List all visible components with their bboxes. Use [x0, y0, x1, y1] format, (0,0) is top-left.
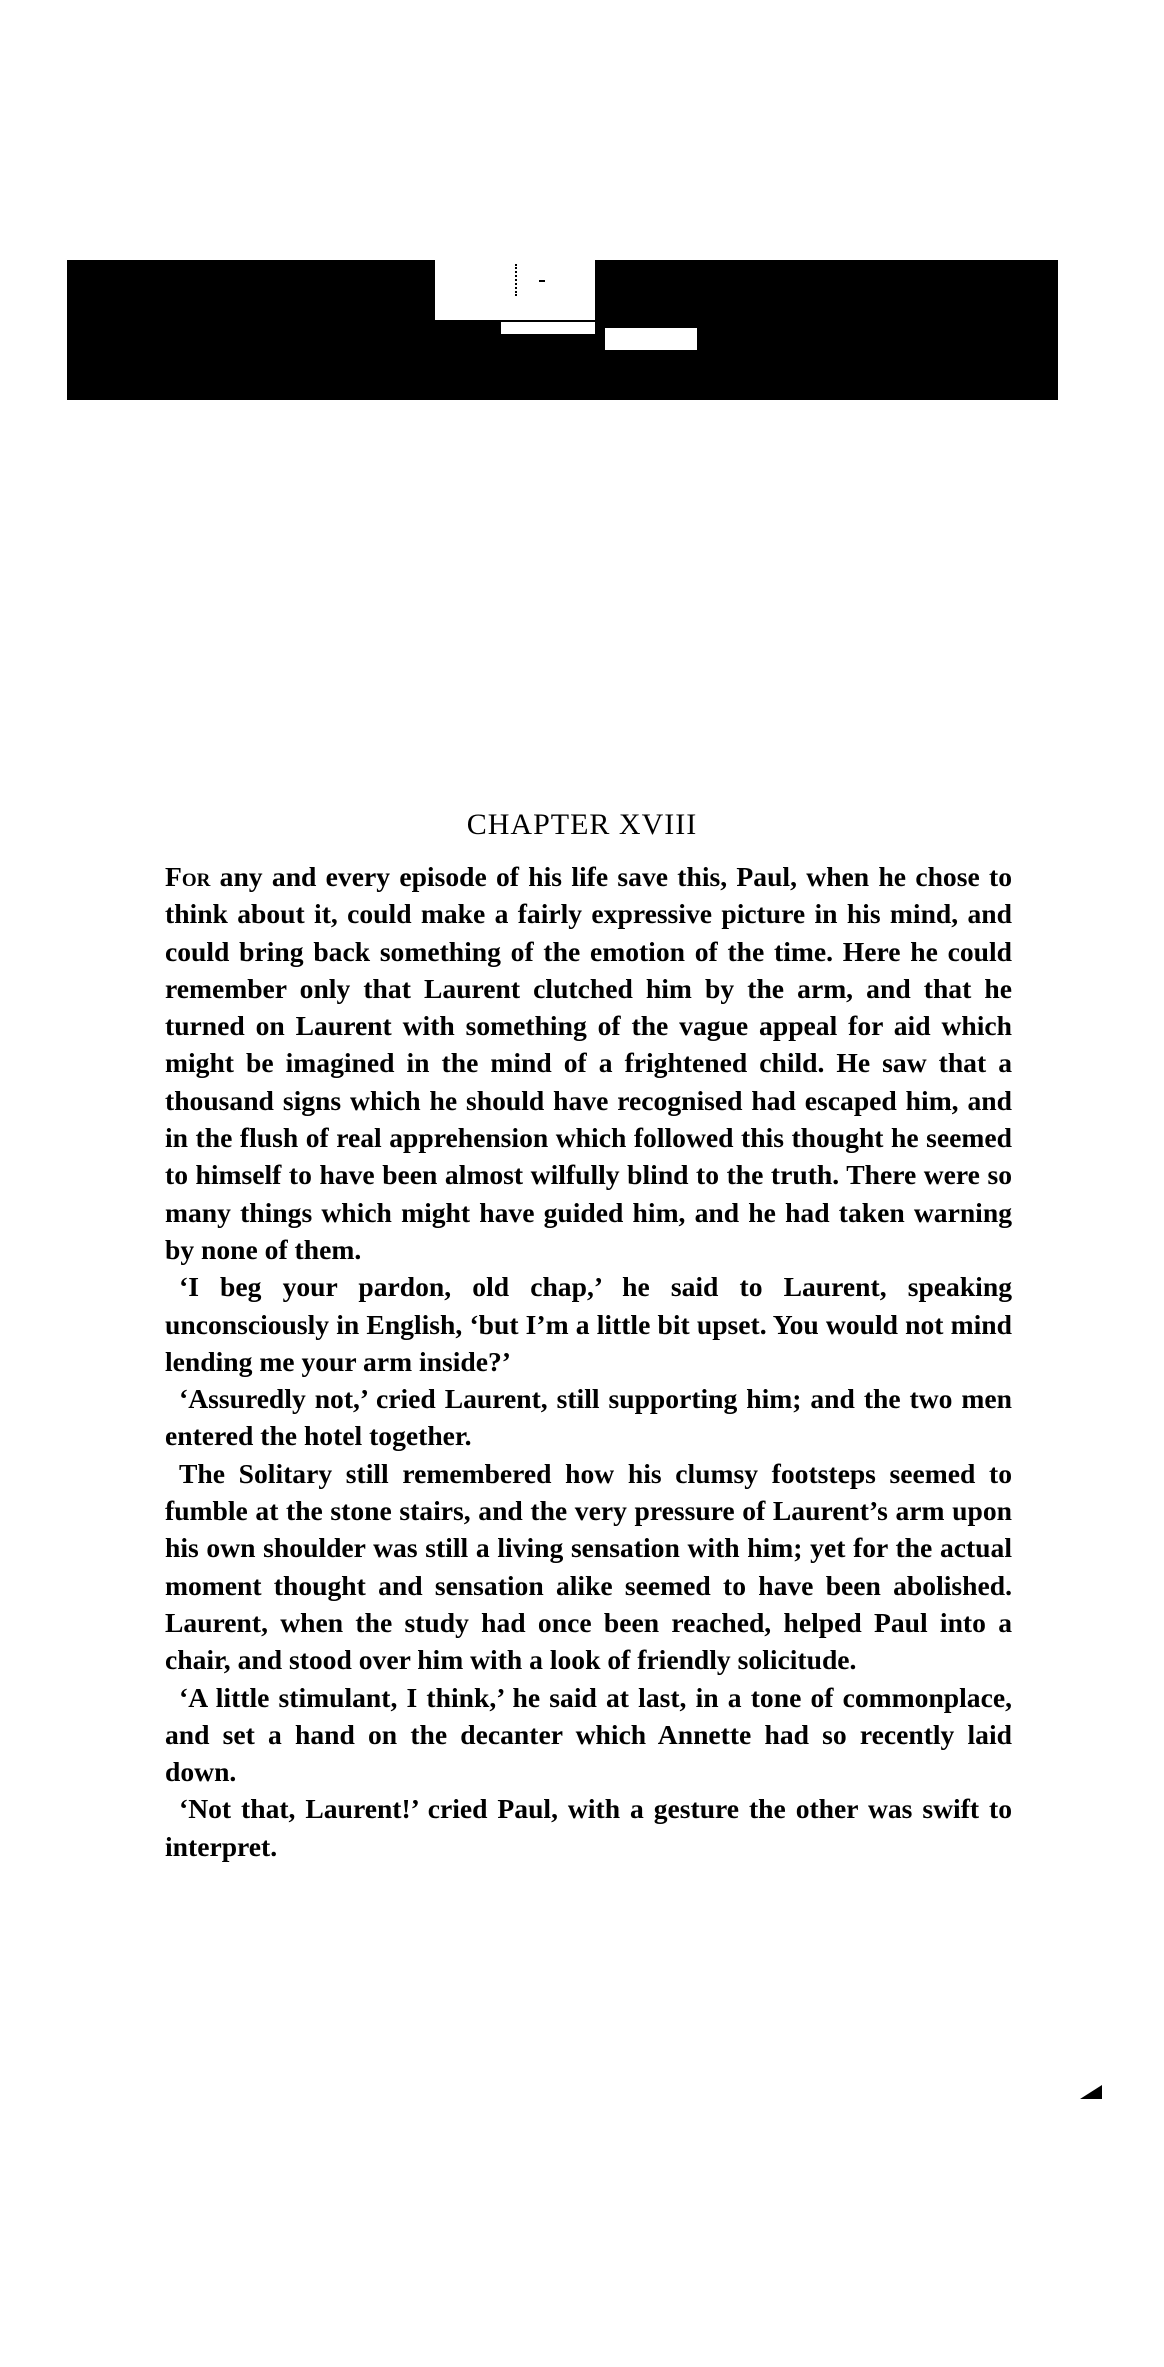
header-notch-mark-dash — [539, 280, 545, 282]
paragraph: The Solitary still remembered how his clumsy footsteps seemed to fumble at the stone stairs, and the very pressure of Laurent’s arm upon his own shoulder was still a living sensation with him; yet for the actual moment thought and sensation alike seemed to have been abolished. Laurent, when the study had once been reached, helped Paul into a chair, and stood over him with a look of friendly solicitude. — [165, 1457, 1012, 1676]
paragraph: ‘A little stimulant, I think,’ he said at last, in a tone of commonplace, and set a hand on the decanter which Annette had so recently laid down. — [165, 1681, 1012, 1788]
header-tab — [501, 322, 595, 334]
paragraph-text: any and every episode of his life save this, Paul, when he chose to think about it, could make a fairly expressive picture in his mind, and could bring back something of the emotion of the time. Here he could remember only that Laurent clutched him by the arm, and that he turned on Laurent with something of the vague appeal for aid which might be imagined in the mind of a frightened child. He saw that a thousand signs which he should have recognised had escaped him, and in the flush of real apprehension which followed this thought he seemed to himself to have been almost wilfully blind to the truth. There were so many things which might have guided him, and he had taken warning by none of them. — [165, 861, 1012, 1265]
paragraph: ‘I beg your pardon, old chap,’ he said to Laurent, speaking unconsciously in English, ‘but I’m a little bit upset. You would not mind lending me your arm inside?’ — [165, 1271, 1012, 1377]
paragraph: ‘Not that, Laurent!’ cried Paul, with a gesture the other was swift to interpret. — [165, 1793, 1012, 1862]
paragraph — [165, 858, 1012, 1268]
header-tab-right — [605, 328, 697, 350]
chapter-body — [165, 858, 1012, 1865]
chapter-title: CHAPTER XVIII — [466, 808, 698, 842]
paragraph: ‘Assuredly not,’ cried Laurent, still supporting him; and the two men entered the hotel together. — [165, 1383, 1012, 1452]
header-ornament-bar — [67, 260, 1058, 400]
corner-mark-icon — [1080, 2085, 1102, 2099]
header-notch-mark — [515, 264, 519, 296]
paragraph-lead: For — [165, 861, 211, 892]
